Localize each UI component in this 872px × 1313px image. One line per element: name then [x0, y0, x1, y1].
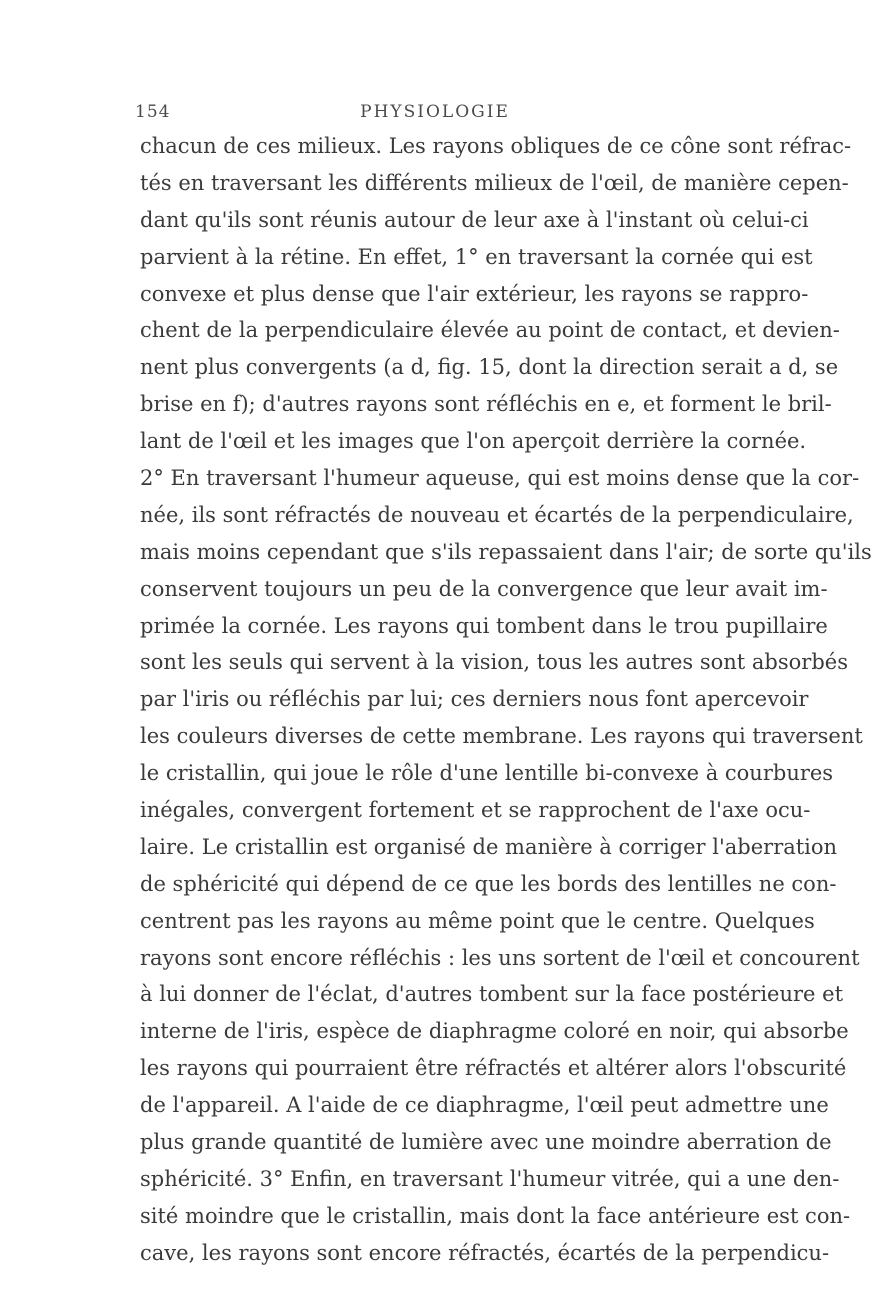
text-line: laire. Le cristallin est organisé de manière à corriger l'aberration [140, 834, 838, 859]
text-line: conservent toujours un peu de la convergence que leur avait im- [140, 576, 828, 601]
text-line: cave, les rayons sont encore réfractés, écartés de la perpendicu- [140, 1240, 830, 1265]
text-line: nent plus convergents (a d, fig. 15, dont la direction serait a d, se [140, 355, 839, 380]
text-line: de sphéricité qui dépend de ce que les bords des lentilles ne con- [140, 871, 837, 896]
text-line: tés en traversant les différents milieux de l'œil, de manière cepen- [140, 170, 849, 195]
text-line: les rayons qui pourraient être réfractés et altérer alors l'obscurité [140, 1056, 847, 1081]
text-line: rayons sont encore réfléchis : les uns sortent de l'œil et concourent [140, 945, 860, 970]
text-line: plus grande quantité de lumière avec une moindre aberration de [140, 1130, 832, 1155]
running-head: PHYSIOLOGIE [360, 102, 510, 122]
text-line: les couleurs diverses de cette membrane. Les rayons qui traversent [140, 724, 863, 749]
text-line: primée la cornée. Les rayons qui tombent dans le trou pupillaire [140, 613, 828, 638]
text-line: par l'iris ou réfléchis par lui; ces derniers nous font apercevoir [140, 687, 809, 712]
body-text [140, 128, 872, 1272]
text-line: brise en f); d'autres rayons sont réfléchis en e, et forment le bril- [140, 392, 832, 417]
text-line: interne de l'iris, espèce de diaphragme coloré en noir, qui absorbe [140, 1019, 849, 1044]
text-line: sont les seuls qui servent à la vision, tous les autres sont absorbés [140, 650, 848, 675]
text-line: inégales, convergent fortement et se rapprochent de l'axe ocu- [140, 798, 811, 823]
text-line: de l'appareil. A l'aide de ce diaphragme, l'œil peut admettre une [140, 1093, 829, 1118]
text-line: à lui donner de l'éclat, d'autres tombent sur la face postérieure et [140, 982, 844, 1007]
text-line: 2° En traversant l'humeur aqueuse, qui est moins dense que la cor- [140, 466, 860, 491]
text-line: parvient à la rétine. En effet, 1° en traversant la cornée qui est [140, 244, 813, 269]
text-line: née, ils sont réfractés de nouveau et écartés de la perpendiculaire, [140, 502, 854, 527]
text-line: mais moins cependant que s'ils repassaient dans l'air; de sorte qu'ils [140, 539, 872, 564]
text-line: le cristallin, qui joue le rôle d'une lentille bi-convexe à courbures [140, 761, 834, 786]
text-line: chent de la perpendiculaire élevée au point de contact, et devien- [140, 318, 840, 343]
text-line: sphéricité. 3° Enfin, en traversant l'humeur vitrée, qui a une den- [140, 1166, 840, 1191]
text-line: centrent pas les rayons au même point que le centre. Quelques [140, 908, 815, 933]
text-line: convexe et plus dense que l'air extérieur, les rayons se rappro- [140, 281, 809, 306]
text-line: dant qu'ils sont réunis autour de leur axe à l'instant où celui-ci [140, 207, 809, 232]
page-header [135, 102, 735, 126]
text-line: sité moindre que le cristallin, mais dont la face antérieure est con- [140, 1203, 851, 1228]
text-line: lant de l'œil et les images que l'on aperçoit derrière la cornée. [140, 429, 807, 454]
page-number: 154 [135, 102, 171, 122]
text-line: chacun de ces milieux. Les rayons obliques de ce cône sont réfrac- [140, 134, 852, 158]
